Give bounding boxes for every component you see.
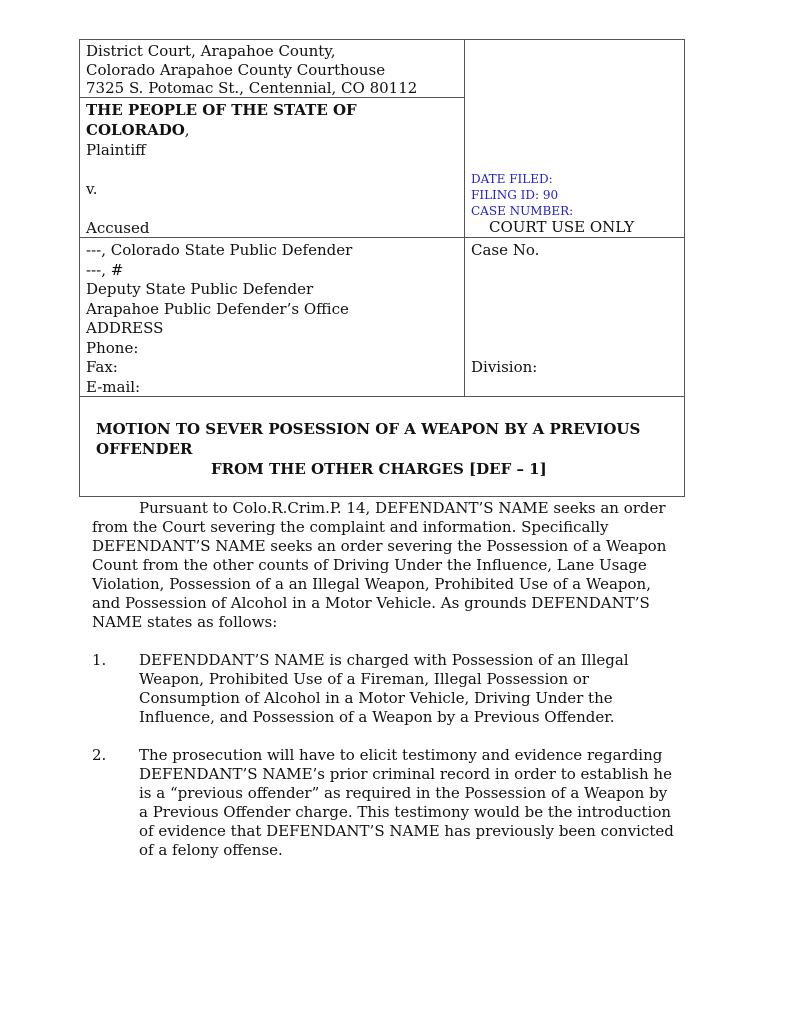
court-line: 7325 S. Potomac St., Centennial, CO 80112 — [86, 79, 418, 97]
court-line: District Court, Arapahoe County, — [86, 42, 336, 60]
paragraph-line: Pursuant to Colo.R.Crim.P. 14, DEFENDANT’S NAME seeks an order — [139, 499, 666, 517]
attorney-line: Fax: — [86, 358, 118, 376]
motion-title-line: OFFENDER — [96, 440, 193, 458]
attorney-line: Phone: — [86, 339, 139, 357]
motion-title-line: MOTION TO SEVER POSESSION OF A WEAPON BY A PREVIOUS — [96, 420, 641, 438]
plaintiff-comma: , — [184, 121, 190, 139]
paragraph-line: from the Court severing the complaint and information. Specifically — [92, 518, 609, 536]
attorney-line: E-mail: — [86, 378, 141, 396]
paragraph-line: NAME states as follows: — [92, 613, 278, 631]
item-line: of a felony offense. — [139, 841, 283, 859]
paragraph-line: DEFENDANT’S NAME seeks an order severing the Possession of a Weapon — [92, 537, 667, 555]
plaintiff-name: THE PEOPLE OF THE STATE OF — [86, 101, 357, 119]
item-line: The prosecution will have to elicit testimony and evidence regarding — [139, 746, 663, 764]
item-line: DEFENDDANT’S NAME is charged with Possession of an Illegal — [139, 651, 629, 669]
caption-divider-attorney — [79, 396, 685, 397]
date-filed: DATE FILED: — [471, 172, 553, 186]
item-number: 2. — [92, 746, 107, 764]
item-line: Weapon, Prohibited Use of a Fireman, Illegal Possession or — [139, 670, 590, 688]
paragraph-line: and Possession of Alcohol in a Motor Vehicle. As grounds DEFENDANT’S — [92, 594, 650, 612]
versus: v. — [86, 180, 98, 198]
plaintiff-role: Plaintiff — [86, 141, 146, 159]
court-line: Colorado Arapahoe County Courthouse — [86, 61, 386, 79]
item-line: is a “previous offender” as required in the Possession of a Weapon by — [139, 784, 668, 802]
plaintiff-name-continued — [86, 121, 190, 141]
attorney-line: ADDRESS — [86, 319, 164, 337]
case-number: CASE NUMBER: — [471, 204, 574, 218]
motion-title-line: FROM THE OTHER CHARGES [DEF – 1] — [211, 460, 547, 478]
attorney-line: Arapahoe Public Defender’s Office — [86, 300, 349, 318]
attorney-line: ---, # — [86, 261, 124, 279]
defendant-role: Accused — [86, 219, 150, 237]
filing-id: FILING ID: 90 — [471, 188, 559, 202]
attorney-line: ---, Colorado State Public Defender — [86, 241, 353, 259]
item-line: Consumption of Alcohol in a Motor Vehicle, Driving Under the — [139, 689, 613, 707]
caption-divider-vertical — [464, 39, 465, 397]
division: Division: — [471, 358, 538, 376]
item-line: of evidence that DEFENDANT’S NAME has previously been convicted — [139, 822, 674, 840]
paragraph-line: Count from the other counts of Driving Under the Influence, Lane Usage — [92, 556, 647, 574]
item-line: a Previous Offender charge. This testimony would be the introduction — [139, 803, 672, 821]
item-number: 1. — [92, 651, 107, 669]
paragraph-line: Violation, Possession of a an Illegal Weapon, Prohibited Use of a Weapon, — [92, 575, 651, 593]
plaintiff-state: COLORADO — [86, 121, 185, 139]
court-use-only: COURT USE ONLY — [489, 218, 635, 236]
item-line: Influence, and Possession of a Weapon by a Previous Offender. — [139, 708, 615, 726]
case-no: Case No. — [471, 241, 540, 259]
attorney-line: Deputy State Public Defender — [86, 280, 314, 298]
item-line: DEFENDANT’S NAME’s prior criminal record in order to establish he — [139, 765, 672, 783]
